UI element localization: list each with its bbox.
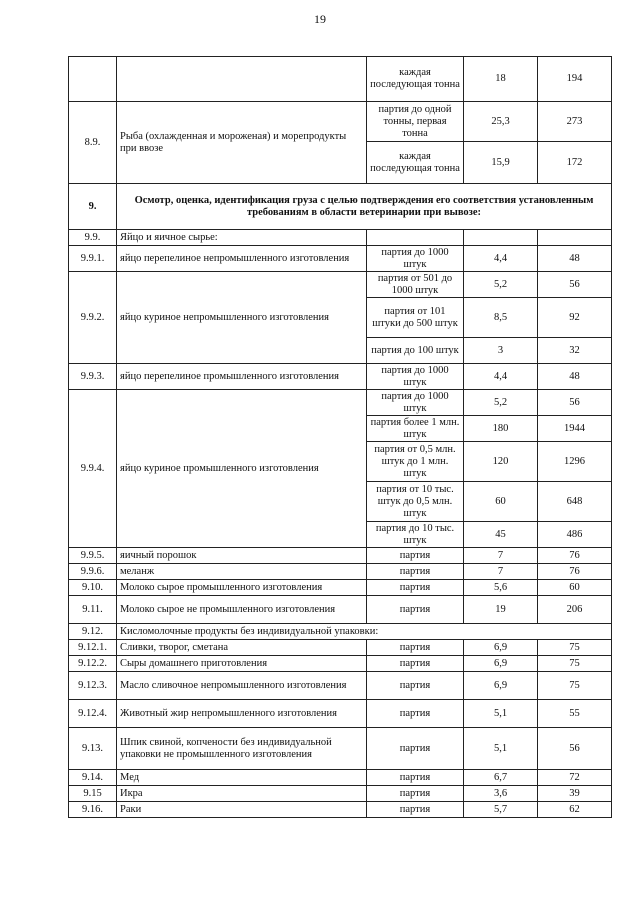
row-unit xyxy=(367,230,464,246)
row-name: яйцо куриное непромышленного изготовления xyxy=(117,272,367,364)
row-name: Животный жир непромышленного изготовления xyxy=(117,700,367,728)
tariff-table xyxy=(68,56,612,818)
table-row xyxy=(69,364,612,390)
row-name: Сливки, творог, сметана xyxy=(117,640,367,656)
row-value-2: 1296 xyxy=(538,442,612,482)
row-value-1: 5,1 xyxy=(464,700,538,728)
row-value-2: 172 xyxy=(538,142,612,184)
row-value-2: 48 xyxy=(538,364,612,390)
row-value-1: 5,7 xyxy=(464,802,538,818)
row-unit: партия xyxy=(367,580,464,596)
row-value-2: 648 xyxy=(538,482,612,522)
row-name: Кисломолочные продукты без индивидуальной упаковки: xyxy=(117,624,612,640)
row-unit: партия от 101 штуки до 500 штук xyxy=(367,298,464,338)
row-value-2: 62 xyxy=(538,802,612,818)
row-unit: партия до 10 тыс. штук xyxy=(367,522,464,548)
row-value-1: 60 xyxy=(464,482,538,522)
row-value-1: 5,2 xyxy=(464,390,538,416)
row-unit: партия xyxy=(367,786,464,802)
row-value-1: 6,9 xyxy=(464,672,538,700)
row-value-1: 4,4 xyxy=(464,364,538,390)
table-row xyxy=(69,564,612,580)
table-row xyxy=(69,640,612,656)
row-unit: партия xyxy=(367,564,464,580)
row-unit: партия от 501 до 1000 штук xyxy=(367,272,464,298)
row-value-1: 7 xyxy=(464,564,538,580)
row-value-2: 56 xyxy=(538,390,612,416)
row-unit: партия до 1000 штук xyxy=(367,246,464,272)
row-name xyxy=(117,57,367,102)
row-unit: каждая последующая тонна xyxy=(367,57,464,102)
row-name: Икра xyxy=(117,786,367,802)
row-number: 9.9.2. xyxy=(69,272,117,364)
row-number: 9.12.3. xyxy=(69,672,117,700)
row-number: 9.9. xyxy=(69,230,117,246)
row-value-1: 6,7 xyxy=(464,770,538,786)
row-value-2: 75 xyxy=(538,640,612,656)
row-number: 9.12.1. xyxy=(69,640,117,656)
row-value-2: 75 xyxy=(538,672,612,700)
row-value-1: 15,9 xyxy=(464,142,538,184)
table-row xyxy=(69,786,612,802)
row-name: Шпик свиной, копчености без индивидуальной упаковки не промышленного изготовления xyxy=(117,728,367,770)
row-value-2: 56 xyxy=(538,272,612,298)
row-name: Мед xyxy=(117,770,367,786)
row-value-1: 8,5 xyxy=(464,298,538,338)
row-value-1: 180 xyxy=(464,416,538,442)
row-number xyxy=(69,57,117,102)
row-unit: партия xyxy=(367,548,464,564)
row-name: яйцо перепелиное промышленного изготовления xyxy=(117,364,367,390)
row-value-1: 18 xyxy=(464,57,538,102)
row-unit: партия от 10 тыс. штук до 0,5 млн. штук xyxy=(367,482,464,522)
row-value-1: 5,1 xyxy=(464,728,538,770)
row-name: меланж xyxy=(117,564,367,580)
row-name: яйцо куриное промышленного изготовления xyxy=(117,390,367,548)
table-row xyxy=(69,246,612,272)
row-unit: партия более 1 млн. штук xyxy=(367,416,464,442)
table-row xyxy=(69,770,612,786)
table-row xyxy=(69,728,612,770)
row-value-1: 3,6 xyxy=(464,786,538,802)
row-number: 9.12. xyxy=(69,624,117,640)
table-row xyxy=(69,802,612,818)
row-value-1: 4,4 xyxy=(464,246,538,272)
table-row xyxy=(69,580,612,596)
row-name: яичный порошок xyxy=(117,548,367,564)
row-unit: партия до 1000 штук xyxy=(367,390,464,416)
row-name: Рыба (охлажденная и мороженая) и морепродукты при ввозе xyxy=(117,102,367,184)
table-row xyxy=(69,624,612,640)
row-value-2: 486 xyxy=(538,522,612,548)
row-value-2: 72 xyxy=(538,770,612,786)
row-unit: партия xyxy=(367,656,464,672)
row-number: 8.9. xyxy=(69,102,117,184)
row-value-2: 60 xyxy=(538,580,612,596)
row-unit: партия xyxy=(367,640,464,656)
row-value-2: 273 xyxy=(538,102,612,142)
row-value-1: 6,9 xyxy=(464,640,538,656)
table-row xyxy=(69,656,612,672)
table-row xyxy=(69,672,612,700)
row-name: Яйцо и яичное сырье: xyxy=(117,230,367,246)
row-unit: партия xyxy=(367,700,464,728)
row-value-2: 76 xyxy=(538,548,612,564)
page-number: 19 xyxy=(314,12,326,26)
table-row xyxy=(69,230,612,246)
row-unit: партия до 100 штук xyxy=(367,338,464,364)
table-row xyxy=(69,548,612,564)
row-unit: партия xyxy=(367,596,464,624)
row-number: 9.12.2. xyxy=(69,656,117,672)
row-number: 9.16. xyxy=(69,802,117,818)
table-row xyxy=(69,102,612,142)
row-number: 9.15 xyxy=(69,786,117,802)
section-title: Осмотр, оценка, идентификация груза с целью подтверждения его соответствия установленным требованиям в области ветеринарии при вывозе: xyxy=(117,184,612,230)
row-number: 9.11. xyxy=(69,596,117,624)
row-number: 9.9.5. xyxy=(69,548,117,564)
row-value-2: 55 xyxy=(538,700,612,728)
row-number: 9.13. xyxy=(69,728,117,770)
row-unit: каждая последующая тонна xyxy=(367,142,464,184)
row-number: 9.9.4. xyxy=(69,390,117,548)
table-row xyxy=(69,57,612,102)
row-value-1: 5,6 xyxy=(464,580,538,596)
row-name: Молоко сырое промышленного изготовления xyxy=(117,580,367,596)
row-value-2: 92 xyxy=(538,298,612,338)
section-number: 9. xyxy=(69,184,117,230)
row-unit: партия xyxy=(367,802,464,818)
row-number: 9.14. xyxy=(69,770,117,786)
section-row xyxy=(69,184,612,230)
row-value-2: 194 xyxy=(538,57,612,102)
row-unit: партия xyxy=(367,770,464,786)
row-value-2: 39 xyxy=(538,786,612,802)
row-value-1: 25,3 xyxy=(464,102,538,142)
row-value-1: 5,2 xyxy=(464,272,538,298)
row-name: Раки xyxy=(117,802,367,818)
row-number: 9.12.4. xyxy=(69,700,117,728)
table-row xyxy=(69,596,612,624)
row-unit: партия xyxy=(367,672,464,700)
row-name: Масло сливочное непромышленного изготовления xyxy=(117,672,367,700)
table-row xyxy=(69,700,612,728)
row-value-2: 1944 xyxy=(538,416,612,442)
row-value-2: 56 xyxy=(538,728,612,770)
row-unit: партия от 0,5 млн. штук до 1 млн. штук xyxy=(367,442,464,482)
row-unit: партия до одной тонны, первая тонна xyxy=(367,102,464,142)
row-value-2: 75 xyxy=(538,656,612,672)
row-value-1: 45 xyxy=(464,522,538,548)
row-number: 9.9.6. xyxy=(69,564,117,580)
row-number: 9.9.3. xyxy=(69,364,117,390)
row-value-1: 3 xyxy=(464,338,538,364)
row-number: 9.10. xyxy=(69,580,117,596)
row-value-1 xyxy=(464,230,538,246)
row-name: яйцо перепелиное непромышленного изготовления xyxy=(117,246,367,272)
row-value-1: 7 xyxy=(464,548,538,564)
row-number: 9.9.1. xyxy=(69,246,117,272)
row-value-2 xyxy=(538,230,612,246)
row-name: Молоко сырое не промышленного изготовления xyxy=(117,596,367,624)
row-value-2: 206 xyxy=(538,596,612,624)
row-value-1: 6,9 xyxy=(464,656,538,672)
table-row xyxy=(69,390,612,416)
row-value-2: 48 xyxy=(538,246,612,272)
row-unit: партия xyxy=(367,728,464,770)
row-value-2: 32 xyxy=(538,338,612,364)
table-row xyxy=(69,272,612,298)
row-value-1: 19 xyxy=(464,596,538,624)
row-name: Сыры домашнего приготовления xyxy=(117,656,367,672)
row-unit: партия до 1000 штук xyxy=(367,364,464,390)
row-value-2: 76 xyxy=(538,564,612,580)
row-value-1: 120 xyxy=(464,442,538,482)
